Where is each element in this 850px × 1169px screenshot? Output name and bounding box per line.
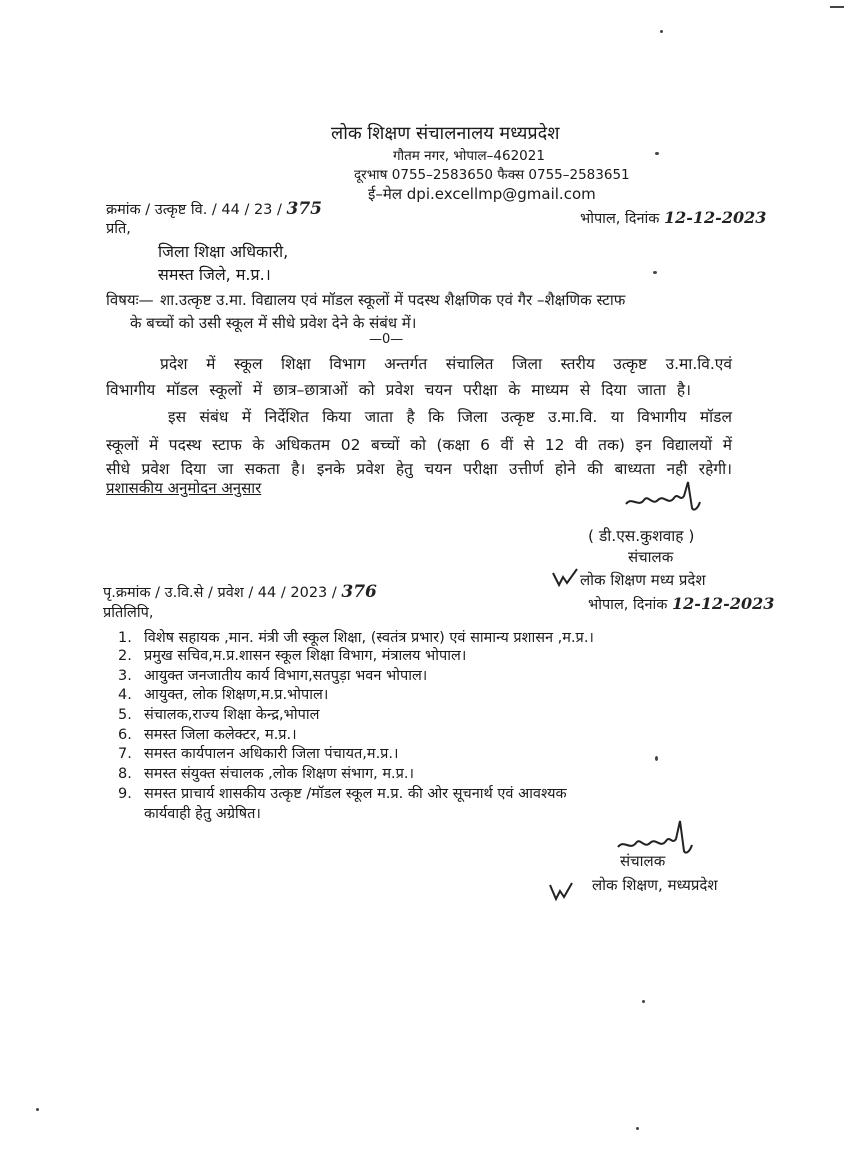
date-label: भोपाल, दिनांक [580, 211, 660, 227]
copy-reference-printed: पृ.क्रमांक / उ.वि.से / प्रवेश / 44 / 2023 / [103, 585, 337, 601]
para2-line2: स्कूलों में पदस्थ स्टाफ के अधिकतम 02 बच्चों को (कक्षा 6 वीं से 12 वी तक) इन विद्यालयों में [106, 436, 732, 454]
recipient-line2: समस्त जिले, म.प्र.। [158, 265, 271, 284]
copy-signatory-office: लोक शिक्षण, मध्यप्रदेश [592, 876, 718, 894]
copy-reference-handwritten: 376 [341, 582, 377, 602]
list-item: 1. विशेष सहायक ,मान. मंत्री जी स्कूल शिक्षा, (स्वतंत्र प्रभार) एवं सामान्य प्रशासन ,म.प्र.। [118, 630, 594, 646]
office-title: लोक शिक्षण संचालनालय मध्यप्रदेश [331, 123, 560, 144]
scan-speck [830, 6, 844, 8]
separator: —0— [369, 332, 404, 347]
list-item: 2. प्रमुख सचिव,म.प्र.शासन स्कूल शिक्षा विभाग, मंत्रालय भोपाल। [118, 648, 467, 664]
check-mark-2 [548, 879, 574, 903]
list-item: 3. आयुक्त जनजातीय कार्य विभाग,सतपुड़ा भवन भोपाल। [118, 668, 428, 684]
list-item: 6. समस्त जिला कलेक्टर, म.प्र.। [118, 727, 297, 743]
office-email: ई–मेल dpi.excellmp@gmail.com [368, 185, 596, 203]
reference-number-handwritten: 375 [286, 199, 323, 219]
reference-number [106, 199, 322, 219]
list-item: 5. संचालक,राज्य शिक्षा केन्द्र,भोपाल [118, 707, 320, 723]
subject-line2: के बच्चों को उसी स्कूल में सीधे प्रवेश देने के संबंध में। [130, 314, 417, 332]
reference-number-printed: क्रमांक / उत्कृष्ट वि. / 44 / 23 / [106, 202, 282, 218]
scan-speck [660, 30, 663, 33]
para1-line1: प्रदेश में स्कूल शिक्षा विभाग अन्तर्गत संचालित जिला स्तरीय उत्कृष्ट उ.मा.वि.एवं [160, 355, 732, 373]
scan-speck [655, 152, 659, 155]
scan-speck [642, 1000, 645, 1003]
approval-note: प्रशासकीय अनुमोदन अनुसार [106, 479, 262, 497]
para2-line1: इस संबंध में निर्देशित किया जाता है कि जिला उत्कृष्ट उ.मा.वि. या विभागीय मॉडल [168, 408, 732, 426]
copy-signatory-title: संचालक [620, 852, 666, 870]
signatory-office: लोक शिक्षण मध्य प्रदेश [580, 571, 706, 589]
subject-label: विषयः— [106, 291, 154, 309]
copy-date-handwritten: 12-12-2023 [672, 594, 775, 613]
list-item: 9. समस्त प्राचार्य शासकीय उत्कृष्ट /मॉडल स्कूल म.प्र. की ओर सूचनार्थ एवं आवश्यक [118, 786, 567, 802]
subject-line1: शा.उत्कृष्ट उ.मा. विद्यालय एवं मॉडल स्कूलों में पदस्थ शैक्षणिक एवं गैर –शैक्षणिक स्टाफ [160, 291, 626, 309]
para2-line3: सीधे प्रवेश दिया जा सकता है। इनके प्रवेश हेतु चयन परीक्षा उत्तीर्ण होने की बाध्यता नही रहेगी। [106, 460, 732, 478]
signatory-name: ( डी.एस.कुशवाह ) [588, 527, 695, 545]
cc-label: प्रतिलिपि, [103, 605, 154, 621]
scan-speck [36, 1108, 39, 1111]
copy-date-label: भोपाल, दिनांक [588, 597, 668, 613]
scan-speck [653, 271, 657, 274]
signatory-title: संचालक [628, 548, 674, 566]
office-address: गौतम नगर, भोपाल–462021 [393, 148, 545, 164]
scan-speck [636, 1127, 639, 1130]
cc-item9-continuation: कार्यवाही हेतु अग्रेषित। [144, 806, 261, 822]
date-handwritten: 12-12-2023 [664, 208, 767, 227]
letter-date [580, 208, 766, 228]
copy-date [588, 594, 774, 614]
office-phone: दूरभाष 0755–2583650 फैक्स 0755–2583651 [354, 167, 630, 183]
para1-line2: विभागीय मॉडल स्कूलों में छात्र–छात्राओं को प्रवेश चयन परीक्षा के माध्यम से दिया जाता है। [106, 381, 691, 399]
to-label: प्रति, [106, 221, 131, 237]
copy-reference-number [103, 582, 377, 602]
recipient-line1: जिला शिक्षा अधिकारी, [158, 242, 289, 261]
list-item: 4. आयुक्त, लोक शिक्षण,म.प्र.भोपाल। [118, 687, 329, 703]
scan-speck [655, 756, 658, 761]
signature-1 [622, 478, 702, 518]
list-item: 8. समस्त संयुक्त संचालक ,लोक शिक्षण संभाग, म.प्र.। [118, 766, 414, 782]
list-item: 7. समस्त कार्यपालन अधिकारी जिला पंचायत,म.प्र.। [118, 746, 399, 762]
check-mark-1 [551, 567, 579, 589]
